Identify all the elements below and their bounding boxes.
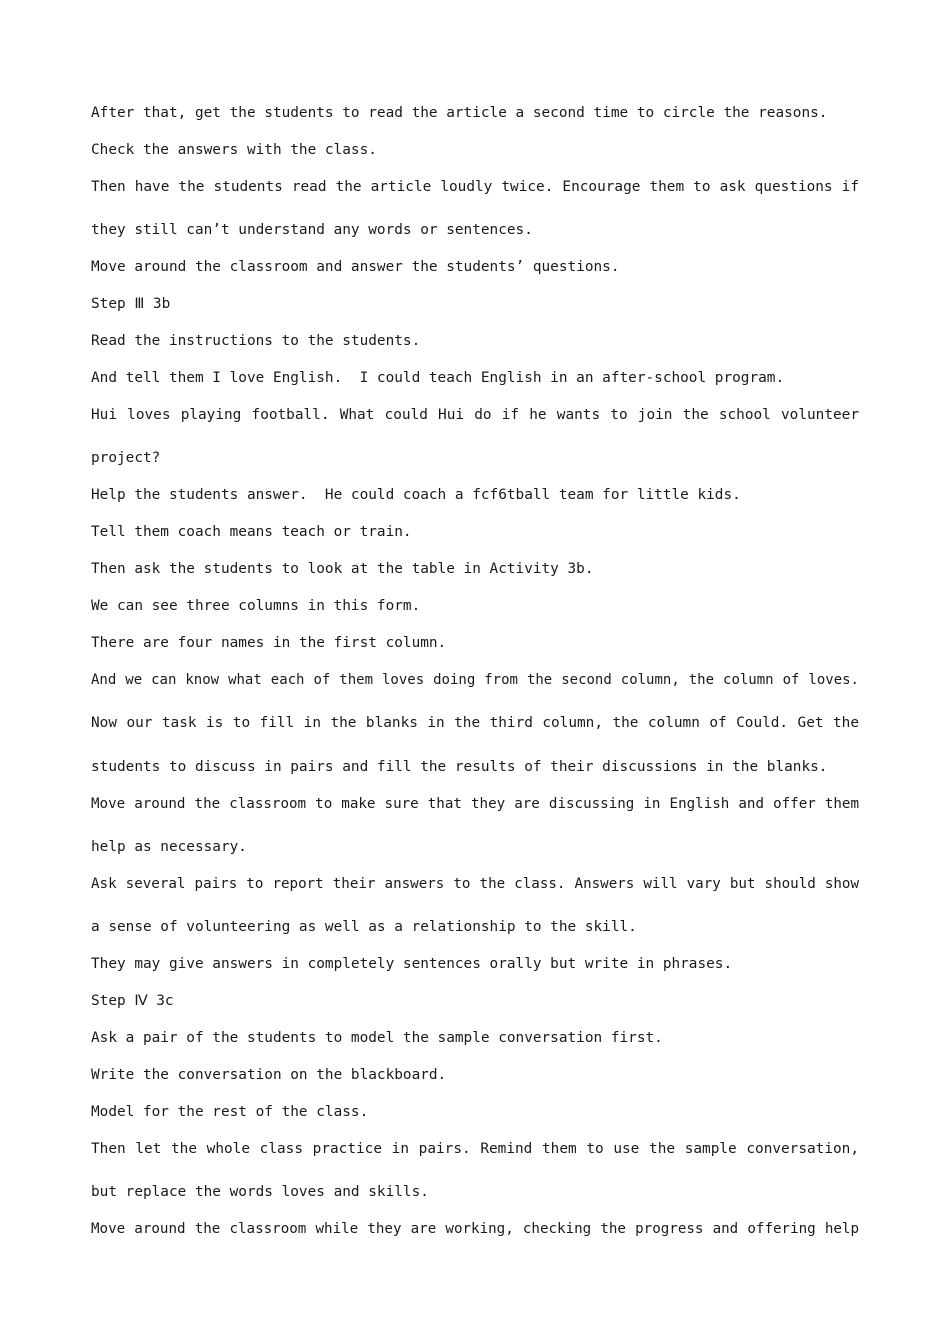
- text-line: Then have the students read the article loudly twice. Encourage them to ask questions if: [91, 179, 859, 195]
- text-line: a sense of volunteering as well as a relationship to the skill.: [91, 919, 637, 935]
- text-line: Model for the rest of the class.: [91, 1104, 369, 1120]
- text-line: Hui loves playing football. What could Hui do if he wants to join the school volunteer: [91, 407, 859, 423]
- text-line: students to discuss in pairs and fill the results of their discussions in the blanks.: [91, 759, 828, 775]
- text-line: They may give answers in completely sentences orally but write in phrases.: [91, 956, 733, 972]
- text-line: Move around the classroom to make sure that they are discussing in English and offer them: [91, 796, 859, 812]
- text-line: Help the students answer. He could coach a fcf6tball team for little kids.: [91, 487, 741, 503]
- text-line: Then ask the students to look at the table in Activity 3b.: [91, 561, 594, 577]
- text-line: Move around the classroom while they are working, checking the progress and offering help: [91, 1221, 859, 1237]
- text-line: Ask a pair of the students to model the sample conversation first.: [91, 1030, 663, 1046]
- text-line: There are four names in the first column.: [91, 635, 447, 651]
- text-line: Ask several pairs to report their answers to the class. Answers will vary but should show: [91, 876, 859, 892]
- text-line: Check the answers with the class.: [91, 142, 377, 158]
- step-heading: Step Ⅳ 3c: [91, 993, 174, 1009]
- text-line: they still can’t understand any words or sentences.: [91, 222, 533, 238]
- text-line: Move around the classroom and answer the students’ questions.: [91, 259, 620, 275]
- text-line: Read the instructions to the students.: [91, 333, 421, 349]
- text-line: but replace the words loves and skills.: [91, 1184, 429, 1200]
- text-line: help as necessary.: [91, 839, 247, 855]
- text-line: We can see three columns in this form.: [91, 598, 421, 614]
- text-line: After that, get the students to read the article a second time to circle the reasons.: [91, 105, 828, 121]
- text-line: Write the conversation on the blackboard.: [91, 1067, 447, 1083]
- text-line: And we can know what each of them loves doing from the second column, the column of loves.: [91, 672, 859, 688]
- text-line: And tell them I love English. I could teach English in an after-school program.: [91, 370, 785, 386]
- step-heading: Step Ⅲ 3b: [91, 296, 171, 312]
- text-line: Now our task is to fill in the blanks in the third column, the column of Could. Get the: [91, 715, 859, 731]
- text-line: project?: [91, 450, 161, 466]
- text-line: Tell them coach means teach or train.: [91, 524, 412, 540]
- text-line: Then let the whole class practice in pairs. Remind them to use the sample conversation,: [91, 1141, 859, 1157]
